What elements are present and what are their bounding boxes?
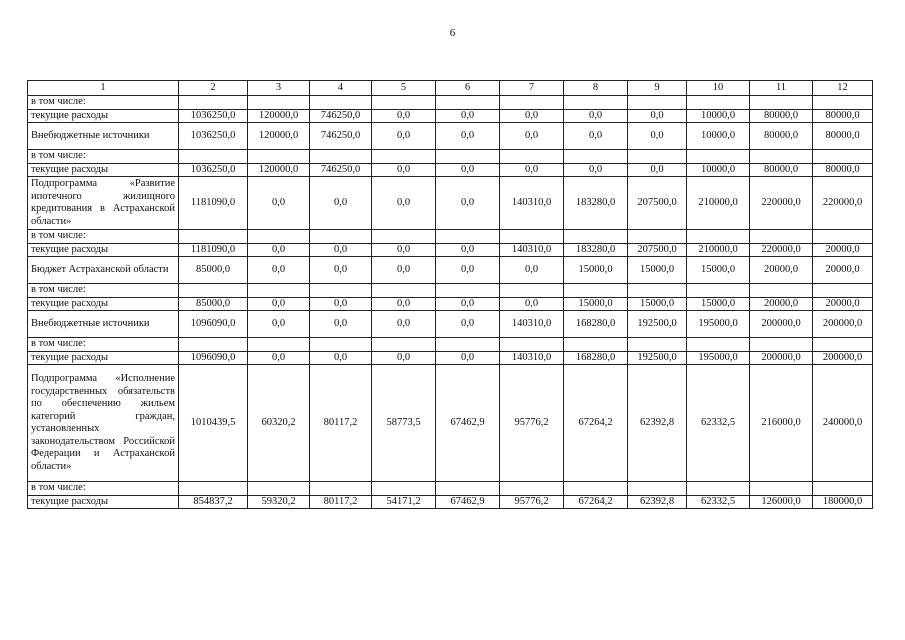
value-cell: 62332,5 [687,495,750,509]
table-row [28,284,873,298]
value-cell [813,338,873,352]
value-cell: 20000,0 [813,243,873,257]
value-cell: 192500,0 [628,311,687,338]
value-cell: 183280,0 [564,177,628,230]
value-cell: 85000,0 [179,257,248,284]
value-cell [310,482,372,496]
value-cell: 183280,0 [564,243,628,257]
value-cell [248,96,310,110]
value-cell [310,150,372,164]
value-cell: 746250,0 [310,163,372,177]
table-row [28,96,873,110]
value-cell [248,150,310,164]
value-cell: 0,0 [436,109,500,123]
value-cell [564,284,628,298]
value-cell: 0,0 [628,123,687,150]
value-cell [179,150,248,164]
value-cell [628,284,687,298]
value-cell [500,482,564,496]
table-row [28,297,873,311]
value-cell [500,284,564,298]
value-cell [248,284,310,298]
value-cell [248,482,310,496]
value-cell: 1181090,0 [179,243,248,257]
value-cell: 20000,0 [813,297,873,311]
value-cell: 15000,0 [687,257,750,284]
value-cell [436,96,500,110]
value-cell [687,230,750,244]
value-cell: 0,0 [372,297,436,311]
value-cell [500,230,564,244]
value-cell: 0,0 [372,257,436,284]
value-cell: 0,0 [436,351,500,365]
value-cell [310,338,372,352]
value-cell [372,482,436,496]
value-cell [687,150,750,164]
table-row [28,163,873,177]
table-row [28,311,873,338]
value-cell: 195000,0 [687,351,750,365]
value-cell: 80000,0 [813,123,873,150]
value-cell [628,230,687,244]
row-label: текущие расходы [28,297,179,311]
value-cell [179,230,248,244]
value-cell: 220000,0 [750,177,813,230]
value-cell [436,338,500,352]
value-cell [179,482,248,496]
value-cell: 95776,2 [500,365,564,482]
value-cell: 126000,0 [750,495,813,509]
value-cell: 746250,0 [310,109,372,123]
value-cell: 15000,0 [628,257,687,284]
value-cell [564,482,628,496]
value-cell: 0,0 [310,243,372,257]
value-cell: 58773,5 [372,365,436,482]
value-cell: 0,0 [372,177,436,230]
value-cell: 1096090,0 [179,351,248,365]
value-cell: 0,0 [310,297,372,311]
value-cell: 0,0 [436,123,500,150]
value-cell [179,96,248,110]
value-cell [813,96,873,110]
value-cell: 80000,0 [750,109,813,123]
table-row [28,365,873,482]
value-cell: 15000,0 [564,297,628,311]
value-cell [564,150,628,164]
value-cell: 210000,0 [687,177,750,230]
value-cell [310,230,372,244]
value-cell: 0,0 [628,109,687,123]
header-cell: 5 [372,81,436,96]
row-label: в том числе: [28,338,179,352]
table-row [28,123,873,150]
value-cell [750,482,813,496]
table-row [28,177,873,230]
value-cell: 1036250,0 [179,163,248,177]
value-cell: 80117,2 [310,365,372,482]
table-header-row [28,81,873,96]
value-cell: 140310,0 [500,243,564,257]
value-cell: 220000,0 [750,243,813,257]
value-cell: 15000,0 [687,297,750,311]
header-cell: 9 [628,81,687,96]
value-cell [372,230,436,244]
value-cell: 140310,0 [500,177,564,230]
value-cell: 0,0 [436,163,500,177]
value-cell: 168280,0 [564,351,628,365]
value-cell [436,284,500,298]
value-cell: 80000,0 [813,163,873,177]
value-cell: 0,0 [248,177,310,230]
value-cell: 0,0 [310,257,372,284]
value-cell: 200000,0 [750,311,813,338]
value-cell: 0,0 [436,243,500,257]
value-cell: 746250,0 [310,123,372,150]
row-label: текущие расходы [28,243,179,257]
value-cell: 0,0 [372,123,436,150]
value-cell: 0,0 [310,177,372,230]
value-cell: 140310,0 [500,311,564,338]
value-cell: 0,0 [436,297,500,311]
value-cell [248,230,310,244]
value-cell: 120000,0 [248,109,310,123]
value-cell: 62332,5 [687,365,750,482]
value-cell [372,338,436,352]
value-cell [310,96,372,110]
value-cell: 0,0 [500,297,564,311]
value-cell: 0,0 [500,163,564,177]
value-cell [500,338,564,352]
value-cell: 0,0 [248,243,310,257]
header-cell: 6 [436,81,500,96]
value-cell [248,338,310,352]
value-cell: 1036250,0 [179,123,248,150]
value-cell [687,96,750,110]
table-row [28,243,873,257]
value-cell: 1010439,5 [179,365,248,482]
row-label: Внебюджетные источники [28,123,179,150]
value-cell: 0,0 [372,163,436,177]
value-cell: 80117,2 [310,495,372,509]
value-cell: 15000,0 [564,257,628,284]
row-label: текущие расходы [28,163,179,177]
value-cell: 0,0 [248,297,310,311]
value-cell [628,150,687,164]
budget-table [27,80,873,509]
value-cell: 80000,0 [813,109,873,123]
value-cell: 168280,0 [564,311,628,338]
header-cell: 1 [28,81,179,96]
value-cell [564,96,628,110]
table-row [28,230,873,244]
row-label: Подпрограмма «Развитие ипотечного жилищного кредитования в Астраханской области» [28,177,179,230]
value-cell: 1096090,0 [179,311,248,338]
value-cell: 207500,0 [628,177,687,230]
value-cell [687,482,750,496]
value-cell: 80000,0 [750,123,813,150]
value-cell: 0,0 [372,243,436,257]
row-label: Подпрограмма «Исполнение государственных обязательств по обеспечению жильем категорий граждан, установленных законодательством Российской Федерации и Астраханской области» [28,365,179,482]
value-cell [628,338,687,352]
value-cell: 0,0 [564,109,628,123]
row-label: Бюджет Астраханской области [28,257,179,284]
table-row [28,257,873,284]
value-cell: 0,0 [500,123,564,150]
value-cell [750,284,813,298]
value-cell: 200000,0 [813,311,873,338]
value-cell [687,338,750,352]
value-cell: 54171,2 [372,495,436,509]
value-cell: 10000,0 [687,109,750,123]
value-cell [687,284,750,298]
value-cell: 216000,0 [750,365,813,482]
value-cell [564,230,628,244]
page-number: 6 [449,27,456,39]
header-cell: 10 [687,81,750,96]
value-cell [436,230,500,244]
value-cell [813,150,873,164]
value-cell [179,284,248,298]
table-body [28,81,873,509]
value-cell: 0,0 [248,351,310,365]
row-label: в том числе: [28,96,179,110]
table-row [28,482,873,496]
header-cell: 7 [500,81,564,96]
row-label: текущие расходы [28,495,179,509]
value-cell: 180000,0 [813,495,873,509]
value-cell [372,96,436,110]
value-cell [500,96,564,110]
value-cell [750,96,813,110]
value-cell: 67462,9 [436,365,500,482]
value-cell [628,96,687,110]
table-row [28,495,873,509]
value-cell: 210000,0 [687,243,750,257]
value-cell: 60320,2 [248,365,310,482]
value-cell: 207500,0 [628,243,687,257]
value-cell: 67264,2 [564,495,628,509]
value-cell: 10000,0 [687,123,750,150]
value-cell [813,230,873,244]
row-label: в том числе: [28,284,179,298]
header-cell: 3 [248,81,310,96]
value-cell [813,482,873,496]
value-cell [750,150,813,164]
value-cell: 0,0 [436,177,500,230]
value-cell: 67264,2 [564,365,628,482]
value-cell [372,284,436,298]
value-cell: 0,0 [310,351,372,365]
row-label: Внебюджетные источники [28,311,179,338]
value-cell: 0,0 [500,109,564,123]
value-cell: 120000,0 [248,123,310,150]
value-cell: 95776,2 [500,495,564,509]
value-cell: 0,0 [372,351,436,365]
value-cell: 0,0 [310,311,372,338]
table-row [28,150,873,164]
value-cell: 62392,8 [628,495,687,509]
header-cell: 12 [813,81,873,96]
value-cell: 0,0 [436,311,500,338]
value-cell: 0,0 [372,109,436,123]
value-cell: 140310,0 [500,351,564,365]
value-cell: 20000,0 [813,257,873,284]
value-cell: 15000,0 [628,297,687,311]
value-cell [310,284,372,298]
value-cell: 0,0 [564,123,628,150]
value-cell [813,284,873,298]
value-cell [500,150,564,164]
value-cell [750,230,813,244]
header-cell: 8 [564,81,628,96]
value-cell: 0,0 [372,311,436,338]
table-row [28,338,873,352]
value-cell: 20000,0 [750,257,813,284]
value-cell: 10000,0 [687,163,750,177]
value-cell: 240000,0 [813,365,873,482]
value-cell: 200000,0 [813,351,873,365]
table-row [28,351,873,365]
value-cell: 1036250,0 [179,109,248,123]
value-cell: 59320,2 [248,495,310,509]
value-cell: 62392,8 [628,365,687,482]
row-label: в том числе: [28,230,179,244]
row-label: в том числе: [28,482,179,496]
value-cell [564,338,628,352]
row-label: текущие расходы [28,351,179,365]
value-cell: 80000,0 [750,163,813,177]
value-cell: 200000,0 [750,351,813,365]
value-cell: 0,0 [248,257,310,284]
value-cell: 192500,0 [628,351,687,365]
value-cell: 854837,2 [179,495,248,509]
value-cell: 0,0 [436,257,500,284]
row-label: текущие расходы [28,109,179,123]
table-row [28,109,873,123]
value-cell: 20000,0 [750,297,813,311]
value-cell: 85000,0 [179,297,248,311]
value-cell [179,338,248,352]
header-cell: 11 [750,81,813,96]
value-cell: 1181090,0 [179,177,248,230]
value-cell: 120000,0 [248,163,310,177]
row-label: в том числе: [28,150,179,164]
value-cell: 195000,0 [687,311,750,338]
value-cell [750,338,813,352]
value-cell: 220000,0 [813,177,873,230]
value-cell: 67462,9 [436,495,500,509]
value-cell [372,150,436,164]
header-cell: 4 [310,81,372,96]
value-cell: 0,0 [248,311,310,338]
value-cell: 0,0 [500,257,564,284]
value-cell: 0,0 [564,163,628,177]
value-cell [628,482,687,496]
value-cell [436,482,500,496]
header-cell: 2 [179,81,248,96]
value-cell [436,150,500,164]
value-cell: 0,0 [628,163,687,177]
